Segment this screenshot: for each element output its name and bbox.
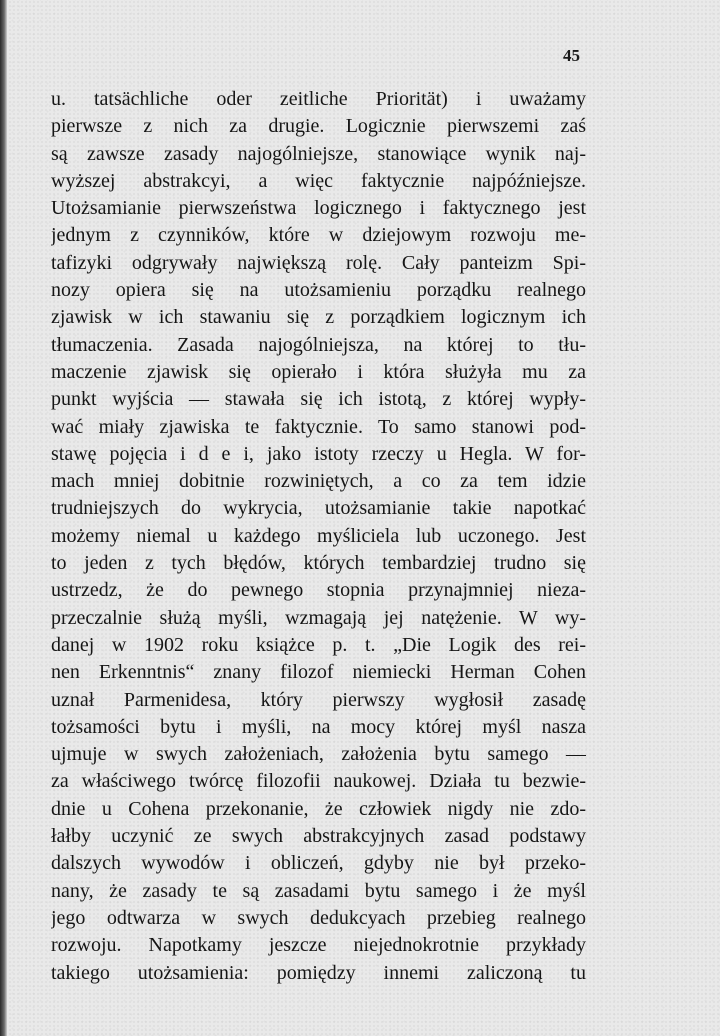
text-line: tafizyki odgrywały największą rolę. Cały panteizm Spi- xyxy=(51,251,586,274)
text-line: u. tatsächliche oder zeitliche Priorität) i uważamy xyxy=(51,88,586,110)
text-line: Utożsamianie pierwszeństwa logicznego i faktycznego jest xyxy=(51,197,586,220)
text-line: zjawisk w ich stawaniu się z porządkiem logicznym ich xyxy=(51,306,586,329)
text-line: punkt wyjścia — stawała się ich istotą, z której wypły- xyxy=(51,388,586,411)
text-line: dnie u Cohena przekonanie, że człowiek nigdy nie zdo- xyxy=(51,797,586,820)
text-line: stawę pojęcia i d e i, jako istoty rzeczy u Hegla. W for- xyxy=(51,442,586,465)
text-line: za właściwego twórcę filozofii naukowej. Działa tu bezwie- xyxy=(51,770,586,793)
text-line: tożsamości bytu i myśli, na mocy której myśl nasza xyxy=(51,715,586,738)
text-line: nany, że zasady te są zasadami bytu samego i że myśl xyxy=(51,879,586,902)
text-line: nozy opiera się na utożsamieniu porządku realnego xyxy=(51,279,586,302)
text-line: łałby uczynić ze swych abstrakcyjnych zasad podstawy xyxy=(51,825,586,848)
text-line: trudniejszych do wykrycia, utożsamianie takie napotkać xyxy=(51,497,586,520)
page-number: 45 xyxy=(563,46,580,65)
text-line: pierwsze z nich za drugie. Logicznie pierwszemi zaś xyxy=(51,115,586,138)
page-binding-edge xyxy=(0,0,7,1036)
text-line: przeczalnie służą myśli, wzmagają jej natężenie. W wy- xyxy=(51,606,586,629)
text-line: dalszych wywodów i obliczeń, gdyby nie był przeko- xyxy=(51,852,586,875)
text-line: rozwoju. Napotkamy jeszcze niejednokrotnie przykłady xyxy=(51,934,586,957)
text-line: mach mniej dobitnie rozwiniętych, a co za tem idzie xyxy=(51,470,586,493)
body-text xyxy=(51,86,586,987)
text-line: ustrzedz, że do pewnego stopnia przynajmniej nieza- xyxy=(51,579,586,602)
text-line: możemy niemal u każdego myśliciela lub uczonego. Jest xyxy=(51,524,586,547)
text-line: są zawsze zasady najogólniejsze, stanowiące wynik naj- xyxy=(51,142,586,165)
text-line: ujmuje w swych założeniach, założenia bytu samego — xyxy=(51,743,586,766)
text-line: danej w 1902 roku książce p. t. „Die Logik des rei- xyxy=(51,633,586,656)
text-line: wyższej abstrakcyi, a więc faktycznie najpóźniejsze. xyxy=(51,169,586,192)
text-line: nen Erkenntnis“ znany filozof niemiecki Herman Cohen xyxy=(51,661,586,684)
text-line: jego odtwarza w swych dedukcyach przebieg realnego xyxy=(51,906,586,929)
text-line: uznał Parmenidesa, który pierwszy wygłosił zasadę xyxy=(51,688,586,711)
text-line: tłumaczenia. Zasada najogólniejsza, na której to tłu- xyxy=(51,333,586,356)
text-line: maczenie zjawisk się opierało i która służyła mu za xyxy=(51,360,586,383)
text-line: jednym z czynników, które w dziejowym rozwoju me- xyxy=(51,224,586,247)
text-line: wać miały zjawiska te faktycznie. To samo stanowi pod- xyxy=(51,415,586,438)
text-line: takiego utożsamienia: pomiędzy innemi zaliczoną tu xyxy=(51,961,586,984)
text-line: to jeden z tych błędów, których tembardziej trudno się xyxy=(51,552,586,575)
